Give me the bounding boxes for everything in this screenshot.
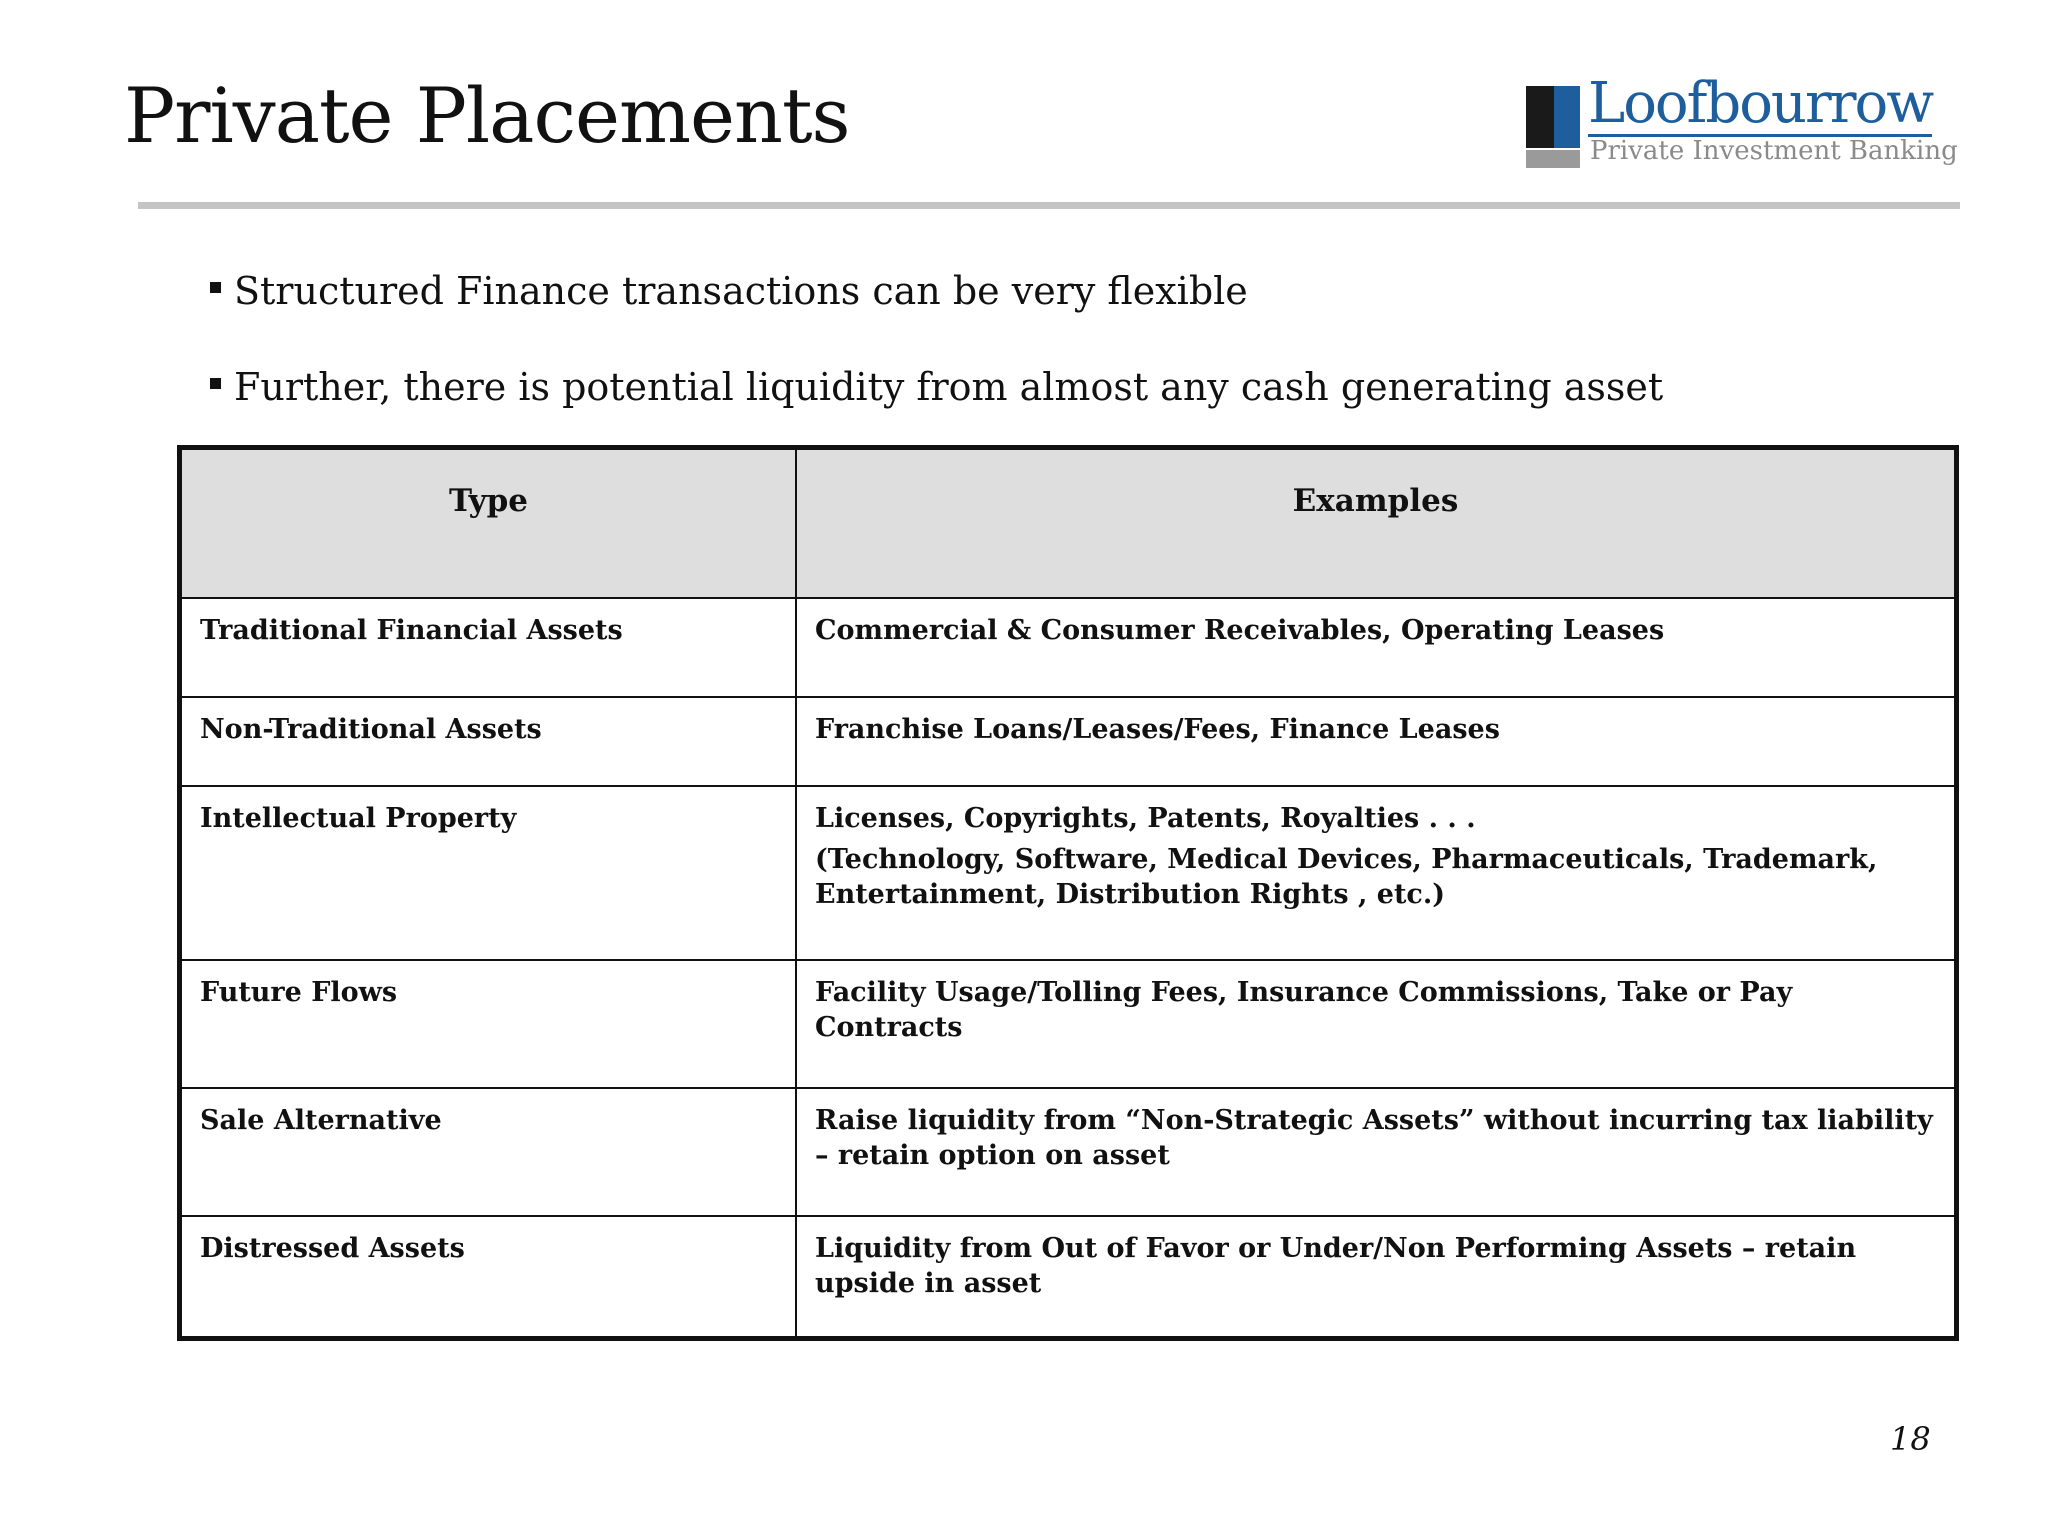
logo-tagline: Private Investment Banking <box>1590 136 1958 166</box>
type-cell: Future Flows <box>182 960 796 1088</box>
examples-cell: Facility Usage/Tolling Fees, Insurance Commissions, Take or Pay Contracts <box>796 960 1954 1088</box>
examples-cell: Liquidity from Out of Favor or Under/Non Performing Assets – retain upside in asset <box>796 1216 1954 1336</box>
type-cell: Traditional Financial Assets <box>182 598 796 697</box>
logo-name: Loofbourrow <box>1588 71 1933 136</box>
type-cell: Intellectual Property <box>182 786 796 960</box>
type-cell: Distressed Assets <box>182 1216 796 1336</box>
bullet-item <box>210 364 1663 410</box>
page-number: 18 <box>1890 1420 1931 1458</box>
examples-main-text: Licenses, Copyrights, Patents, Royalties . . . <box>815 803 1476 834</box>
examples-cell: Raise liquidity from “Non-Strategic Assets” without incurring tax liability – retain option on asset <box>796 1088 1954 1216</box>
header-divider <box>138 202 1960 209</box>
asset-types-table <box>177 445 1959 1341</box>
table-row <box>182 786 1954 960</box>
examples-cell: Commercial & Consumer Receivables, Operating Leases <box>796 598 1954 697</box>
logo-mark-black-block <box>1526 86 1554 148</box>
examples-detail-text: (Technology, Software, Medical Devices, Pharmaceuticals, Trademark, Entertainment, Distribution Rights , etc.) <box>815 844 1878 910</box>
column-header-type: Type <box>182 450 796 598</box>
bullet-text: Further, there is potential liquidity from almost any cash generating asset <box>234 365 1664 409</box>
table-row <box>182 1088 1954 1216</box>
logo-mark-gray-bar <box>1526 150 1580 168</box>
bullet-item <box>210 268 1663 314</box>
logo-mark-icon <box>1526 86 1580 168</box>
bullet-text: Structured Finance transactions can be very flexible <box>234 269 1248 313</box>
company-logo <box>1526 71 1958 172</box>
square-bullet-icon <box>210 282 221 293</box>
table-row <box>182 1216 1954 1336</box>
logo-mark-blue-block <box>1554 86 1580 148</box>
examples-cell: Franchise Loans/Leases/Fees, Finance Leases <box>796 697 1954 786</box>
table-row <box>182 697 1954 786</box>
table-header-row <box>182 450 1954 598</box>
table-row <box>182 960 1954 1088</box>
table-row <box>182 598 1954 697</box>
type-cell: Non-Traditional Assets <box>182 697 796 786</box>
page-title: Private Placements <box>124 71 850 160</box>
column-header-examples: Examples <box>796 450 1954 598</box>
type-cell: Sale Alternative <box>182 1088 796 1216</box>
examples-cell <box>796 786 1954 960</box>
bullet-list <box>210 268 1663 460</box>
square-bullet-icon <box>210 378 221 389</box>
